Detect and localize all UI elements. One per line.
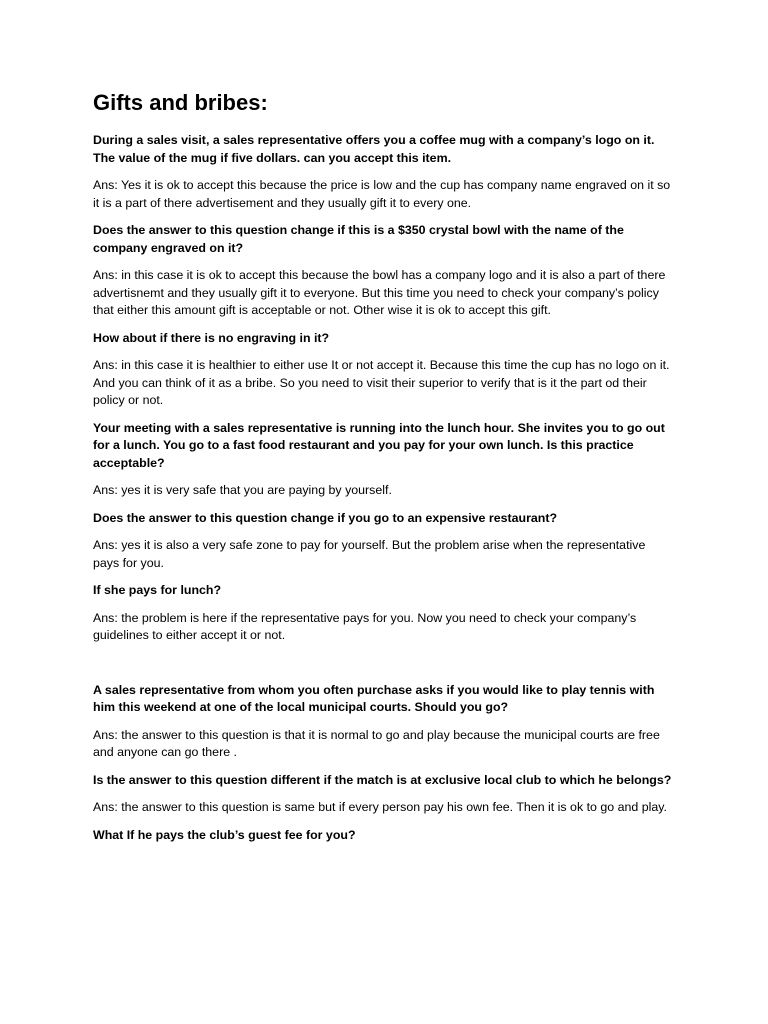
answer-crystal-bowl: Ans: in this case it is ok to accept this because the bowl has a company logo and it is also a part of there advertisnemt and they usually gift it to everyone. But this time you need to check your company’s policy that either this amount gift is acceptable or not. Other wise it is ok to accept this gift. — [93, 268, 666, 317]
question-no-engraving: How about if there is no engraving in it? — [93, 330, 330, 345]
answer-no-engraving: Ans: in this case it is healthier to either use It or not accept it. Because this time the cup has no logo on it. And you can think of it as a bribe. So you need to visit their superior to verify that is it the part od their policy or not. — [93, 358, 670, 407]
answer-tennis-municipal: Ans: the answer to this question is that it is normal to go and play because the municipal courts are free and anyone can go there . — [93, 727, 660, 759]
question-mug: During a sales visit, a sales representative offers you a coffee mug with a company’s logo on it. The value of the mug if five dollars. can you accept this item. — [93, 133, 655, 165]
question-tennis-municipal: A sales representative from whom you often purchase asks if you would like to play tennis with him this weekend at one of the local municipal courts. Should you go? — [93, 682, 655, 714]
question-exclusive-club: Is the answer to this question different if the match is at exclusive local club to which he belongs? — [93, 772, 672, 787]
question-lunch-fast-food: Your meeting with a sales representative is running into the lunch hour. She invites you to go out for a lunch. You go to a fast food restaurant and you pay for your own lunch. Is this practice acceptable? — [93, 420, 665, 470]
section-gap — [93, 655, 674, 682]
answer-she-pays: Ans: the problem is here if the representative pays for you. Now you need to check your company’s guidelines to either accept it or not. — [93, 610, 637, 642]
answer-exclusive-club: Ans: the answer to this question is same but if every person pay his own fee. Then it is ok to go and play. — [93, 800, 667, 814]
answer-expensive-restaurant: Ans: yes it is also a very safe zone to pay for yourself. But the problem arise when the representative pays for you. — [93, 538, 646, 570]
question-guest-fee: What If he pays the club’s guest fee for you? — [93, 827, 356, 842]
answer-lunch-fast-food: Ans: yes it is very safe that you are paying by yourself. — [93, 483, 392, 497]
question-she-pays: If she pays for lunch? — [93, 583, 222, 597]
question-expensive-restaurant: Does the answer to this question change if you go to an expensive restaurant? — [93, 510, 558, 525]
document-title: Gifts and bribes: — [93, 90, 268, 115]
answer-mug: Ans: Yes it is ok to accept this because the price is low and the cup has company name engraved on it so it is a part of there advertisement and they usually gift it to every one. — [93, 178, 671, 210]
question-crystal-bowl: Does the answer to this question change if this is a $350 crystal bowl with the name of the company engraved on it? — [93, 223, 624, 255]
